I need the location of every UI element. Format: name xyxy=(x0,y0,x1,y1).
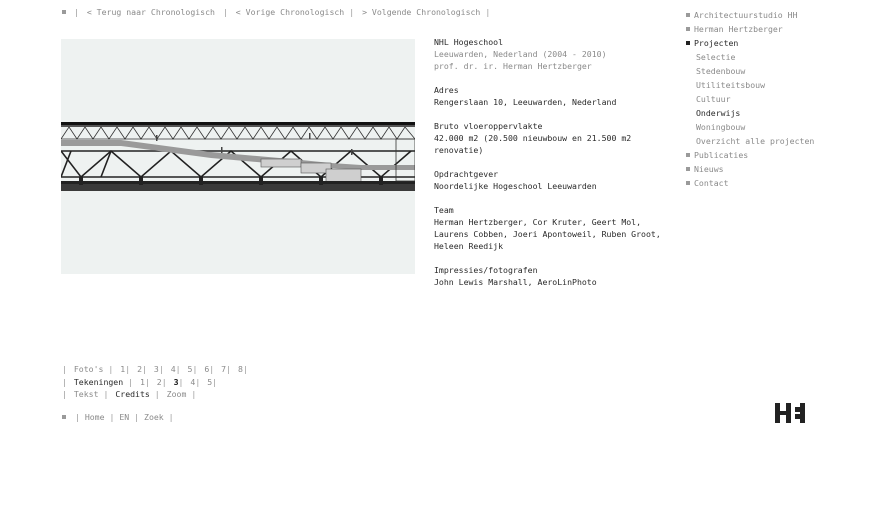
photos-nav-row: | Foto's | 1| 2| 3| 4| 5| 6| 7| 8| xyxy=(62,364,248,374)
area-group xyxy=(434,120,664,156)
previous-chronological-link[interactable]: < Vorige Chronologisch xyxy=(235,7,345,17)
submenu-item-overzicht[interactable]: Overzicht alle projecten xyxy=(696,136,815,146)
zoom-link[interactable]: Zoom xyxy=(166,389,187,399)
submenu-item-cultuur[interactable]: Cultuur xyxy=(696,94,731,104)
hh-logo-icon xyxy=(775,403,805,423)
drawings-link[interactable]: Tekeningen xyxy=(73,376,124,387)
project-author: prof. dr. ir. Herman Hertzberger xyxy=(434,61,592,71)
menu-item-contact[interactable]: Contact xyxy=(686,176,814,190)
square-bullet-icon xyxy=(686,153,690,157)
menu-item-publicaties[interactable]: Publicaties xyxy=(686,148,814,162)
section-drawing-image xyxy=(61,39,415,274)
submenu-item-stedenbouw[interactable]: Stedenbouw xyxy=(696,66,746,76)
drawing-page-2[interactable]: 2 xyxy=(156,376,162,387)
submenu-item-woningbouw[interactable]: Woningbouw xyxy=(696,122,746,132)
square-bullet-icon xyxy=(686,167,690,171)
drawing-page-3[interactable]: 3 xyxy=(173,376,179,387)
project-location: Leeuwarden, Nederland (2004 - 2010) xyxy=(434,49,607,59)
project-info-panel xyxy=(434,36,664,300)
credits-link[interactable]: Credits xyxy=(115,389,150,399)
photos-group xyxy=(434,264,664,288)
square-bullet-icon xyxy=(686,181,690,185)
hh-logo[interactable] xyxy=(775,403,805,425)
square-bullet-icon xyxy=(62,10,66,14)
area-value: 42.000 m2 (20.500 nieuwbouw en 21.500 m2 renovatie) xyxy=(434,133,632,155)
back-to-chronological-link[interactable]: < Terug naar Chronologisch xyxy=(86,7,215,17)
separator: | xyxy=(73,7,79,17)
main-menu xyxy=(686,8,814,190)
address-value: Rengerslaan 10, Leeuwarden, Nederland xyxy=(434,97,617,107)
square-bullet-icon xyxy=(686,41,690,45)
team-group xyxy=(434,204,664,252)
menu-item-architectuurstudio[interactable]: Architectuurstudio HH xyxy=(686,8,814,22)
photo-page-3[interactable]: 3 xyxy=(153,364,159,374)
photo-page-8[interactable]: 8 xyxy=(237,364,243,374)
next-chronological-link[interactable]: > Volgende Chronologisch xyxy=(362,7,481,17)
photos-value: John Lewis Marshall, AeroLinPhoto xyxy=(434,277,597,287)
top-navigation: | < Terug naar Chronologisch | < Vorige Chronologisch | > Volgende Chronologisch | xyxy=(62,7,493,17)
drawings-nav-row: | Tekeningen | 1| 2| 3| 4| 5| xyxy=(62,376,218,387)
drawing-page-4[interactable]: 4 xyxy=(190,376,196,387)
text-nav-row: | Tekst | Credits | Zoom | xyxy=(62,389,197,399)
photo-page-2[interactable]: 2 xyxy=(137,364,143,374)
team-label: Team xyxy=(434,205,454,215)
english-language-link[interactable]: EN xyxy=(119,412,130,422)
photos-label: Impressies/fotografen xyxy=(434,265,538,275)
team-value: Herman Hertzberger, Cor Kruter, Geert Mol, Laurens Cobben, Joeri Apontoweil, Ruben Groot, Heleen Reedijk xyxy=(434,217,661,251)
menu-item-projecten[interactable]: Projecten xyxy=(686,36,814,50)
address-label: Adres xyxy=(434,85,459,95)
media-navigation xyxy=(62,363,250,401)
menu-item-herman-hertzberger[interactable]: Herman Hertzberger xyxy=(686,22,814,36)
client-label: Opdrachtgever xyxy=(434,169,499,179)
client-group xyxy=(434,168,664,192)
photos-link[interactable]: Foto's xyxy=(73,364,104,374)
square-bullet-icon xyxy=(686,13,690,17)
submenu-item-utiliteitsbouw[interactable]: Utiliteitsbouw xyxy=(696,80,766,90)
square-bullet-icon xyxy=(62,415,66,419)
photo-page-1[interactable]: 1 xyxy=(120,364,126,374)
text-link[interactable]: Tekst xyxy=(73,389,99,399)
photo-page-6[interactable]: 6 xyxy=(204,364,210,374)
menu-item-nieuws[interactable]: Nieuws xyxy=(686,162,814,176)
drawing-page-1[interactable]: 1 xyxy=(139,376,145,387)
project-header xyxy=(434,36,664,72)
submenu-item-onderwijs[interactable]: Onderwijs xyxy=(696,108,741,118)
drawing-page-5[interactable]: 5 xyxy=(207,376,213,387)
square-bullet-icon xyxy=(686,27,690,31)
footer-navigation: | Home | EN | Zoek | xyxy=(62,412,174,422)
search-link[interactable]: Zoek xyxy=(144,412,164,422)
photo-page-4[interactable]: 4 xyxy=(170,364,176,374)
photo-page-7[interactable]: 7 xyxy=(221,364,227,374)
address-group xyxy=(434,84,664,108)
area-label: Bruto vloeroppervlakte xyxy=(434,121,543,131)
project-title: NHL Hogeschool xyxy=(434,37,504,47)
home-link[interactable]: Home xyxy=(84,412,105,422)
client-value: Noordelijke Hogeschool Leeuwarden xyxy=(434,181,597,191)
building-section-drawing xyxy=(61,39,415,274)
photo-page-5[interactable]: 5 xyxy=(187,364,193,374)
submenu-item-selectie[interactable]: Selectie xyxy=(696,52,736,62)
